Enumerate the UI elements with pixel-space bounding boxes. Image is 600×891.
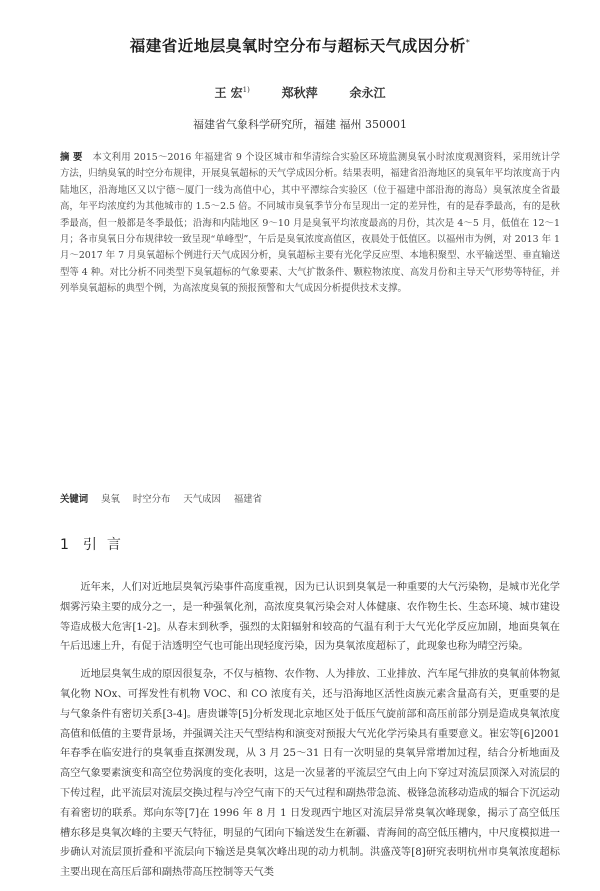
author-mark: 1) xyxy=(242,86,250,94)
keywords-label: 关键词 xyxy=(60,494,89,505)
author-name: 王 宏 xyxy=(214,86,243,100)
keyword: 福建省 xyxy=(233,494,263,505)
author-name: 郑秋萍 xyxy=(281,86,318,100)
abstract xyxy=(60,150,560,298)
keywords xyxy=(60,492,560,508)
section-heading xyxy=(60,534,131,554)
body-text xyxy=(60,578,560,891)
author-2 xyxy=(282,84,318,101)
author-name: 余永江 xyxy=(349,86,386,100)
paper-title-text: 福建省近地层臭氧时空分布与超标天气成因分析 xyxy=(129,37,466,55)
author-1 xyxy=(214,84,249,101)
section-title: 引言 xyxy=(82,537,131,553)
abstract-text: 本文利用 2015～2016 年福建省 9 个设区城市和华清综合实验区环境监测臭氧小时浓度观测资料，采用统计学方法，归纳臭氧的时空分布规律，开展臭氧超标的天气学成因分析。结果表明，福建省沿海地区的臭氧年平均浓度高于内陆地区，沿海地区又以宁德～厦门一线为高值中心，其中平潭综合实验区（位于福建中部沿海的海岛）臭氧浓度全省最高，年平均浓度约为其他城市的 1.5～2.5 倍。不同城市臭氧季节分布呈现出一定的差异性，有的是春季最高，有的是秋季最高，但一般都是冬季最低；沿海和内陆地区 9～10 月是臭氧平均浓度最高的月份，其次是 4～5 月，低值在 12～1 月；各市臭氧日分布规律较一致呈现“单峰型”，午后是臭氧浓度高值区，夜晨处于低值区。以福州市为例，对 2013 年 1 月～2017 年 7 月臭氧超标个例进行天气成因分析，臭氧超标主要有光化学反应型、本地积聚型、水平输送型、垂直输送型等 4 种。对比分析不同类型下臭氧超标的气象要素、大气扩散条件、颗粒物浓度、高发月份和主导天气形势等特征，并列举臭氧超标的典型个例，为高浓度臭氧的预报预警和大气成因分析提供技术支撑。 xyxy=(60,152,560,295)
keyword: 臭氧 xyxy=(101,494,120,505)
section-number: 1 xyxy=(60,537,69,553)
author-line xyxy=(0,84,600,101)
paragraph: 近地层臭氧生成的原因很复杂，不仅与植物、农作物、人为排放、工业排放、汽车尾气排放的臭氧前体物氮氧化物 NOx、可挥发性有机物 VOC、和 CO 浓度有关，还与沿海地区活性卤族元素含量高有关，更重要的是与气象条件有密切关系[3-4]。唐贵谦等[5]分析发现北京地区处于低压气旋前部和高压前部分别是造成臭氧浓度高值和低值的主要背景场，并强调关注天气型结构和演变对预报大气光化学污染具有重要意义。崔宏等[6]2001 年春季在临安进行的臭氧垂直探测发现，从 3 月 25～31 日有一次明显的臭氧异常增加过程，结合分析地面及高空气象要素演变和高空位势涡度的变化表明，这是一次显著的平流层空气由上向下穿过对流层顶深入对流层的下传过程，此平流层对流层交换过程与冷空气南下的天气过程和副热带急流、极锋急流移动造成的辐合下沉运动有着密切的联系。郑向东等[7]在 1996 年 8 月 1 日发现西宁地区对流层异常臭氧次峰现象，揭示了高空低压槽东移是臭氧次峰的主要天气特征，明显的气团向下输送发生在新疆、青海间的高空低压槽内，中尺度模拟进一步确认对流层顶折叠和平流层向下输送是臭氧次峰出现的动力机制。洪盛茂等[8]研究表明杭州市臭氧浓度超标主要出现在高压后部和副热带高压控制等天气类 xyxy=(60,669,560,879)
keyword: 天气成因 xyxy=(183,494,221,505)
keyword: 时空分布 xyxy=(132,494,171,505)
paragraph: 近年来，人们对近地层臭氧污染事件高度重视，因为已认识到臭氧是一种重要的大气污染物，是城市光化学烟雾污染主要的成分之一，是一种强氧化剂，高浓度臭氧污染会对人体健康、农作物生长、生态环境、城市建设等造成极大危害[1-2]。从春末到秋季，强烈的太阳辐射和较高的气温有利于大气光化学反应加剧，地面臭氧在午后迅速上升，有促于洁透明空气也可能出现轻度污染，因为臭氧浓度超标了，此现象也称为晴空污染。 xyxy=(60,582,560,653)
abstract-label: 摘 要 xyxy=(60,152,83,163)
affiliation: 福建省气象科学研究所，福建 福州 350001 xyxy=(193,118,407,131)
title-footnote-mark: * xyxy=(465,37,471,47)
author-3 xyxy=(350,84,386,101)
paper-title xyxy=(0,34,600,56)
